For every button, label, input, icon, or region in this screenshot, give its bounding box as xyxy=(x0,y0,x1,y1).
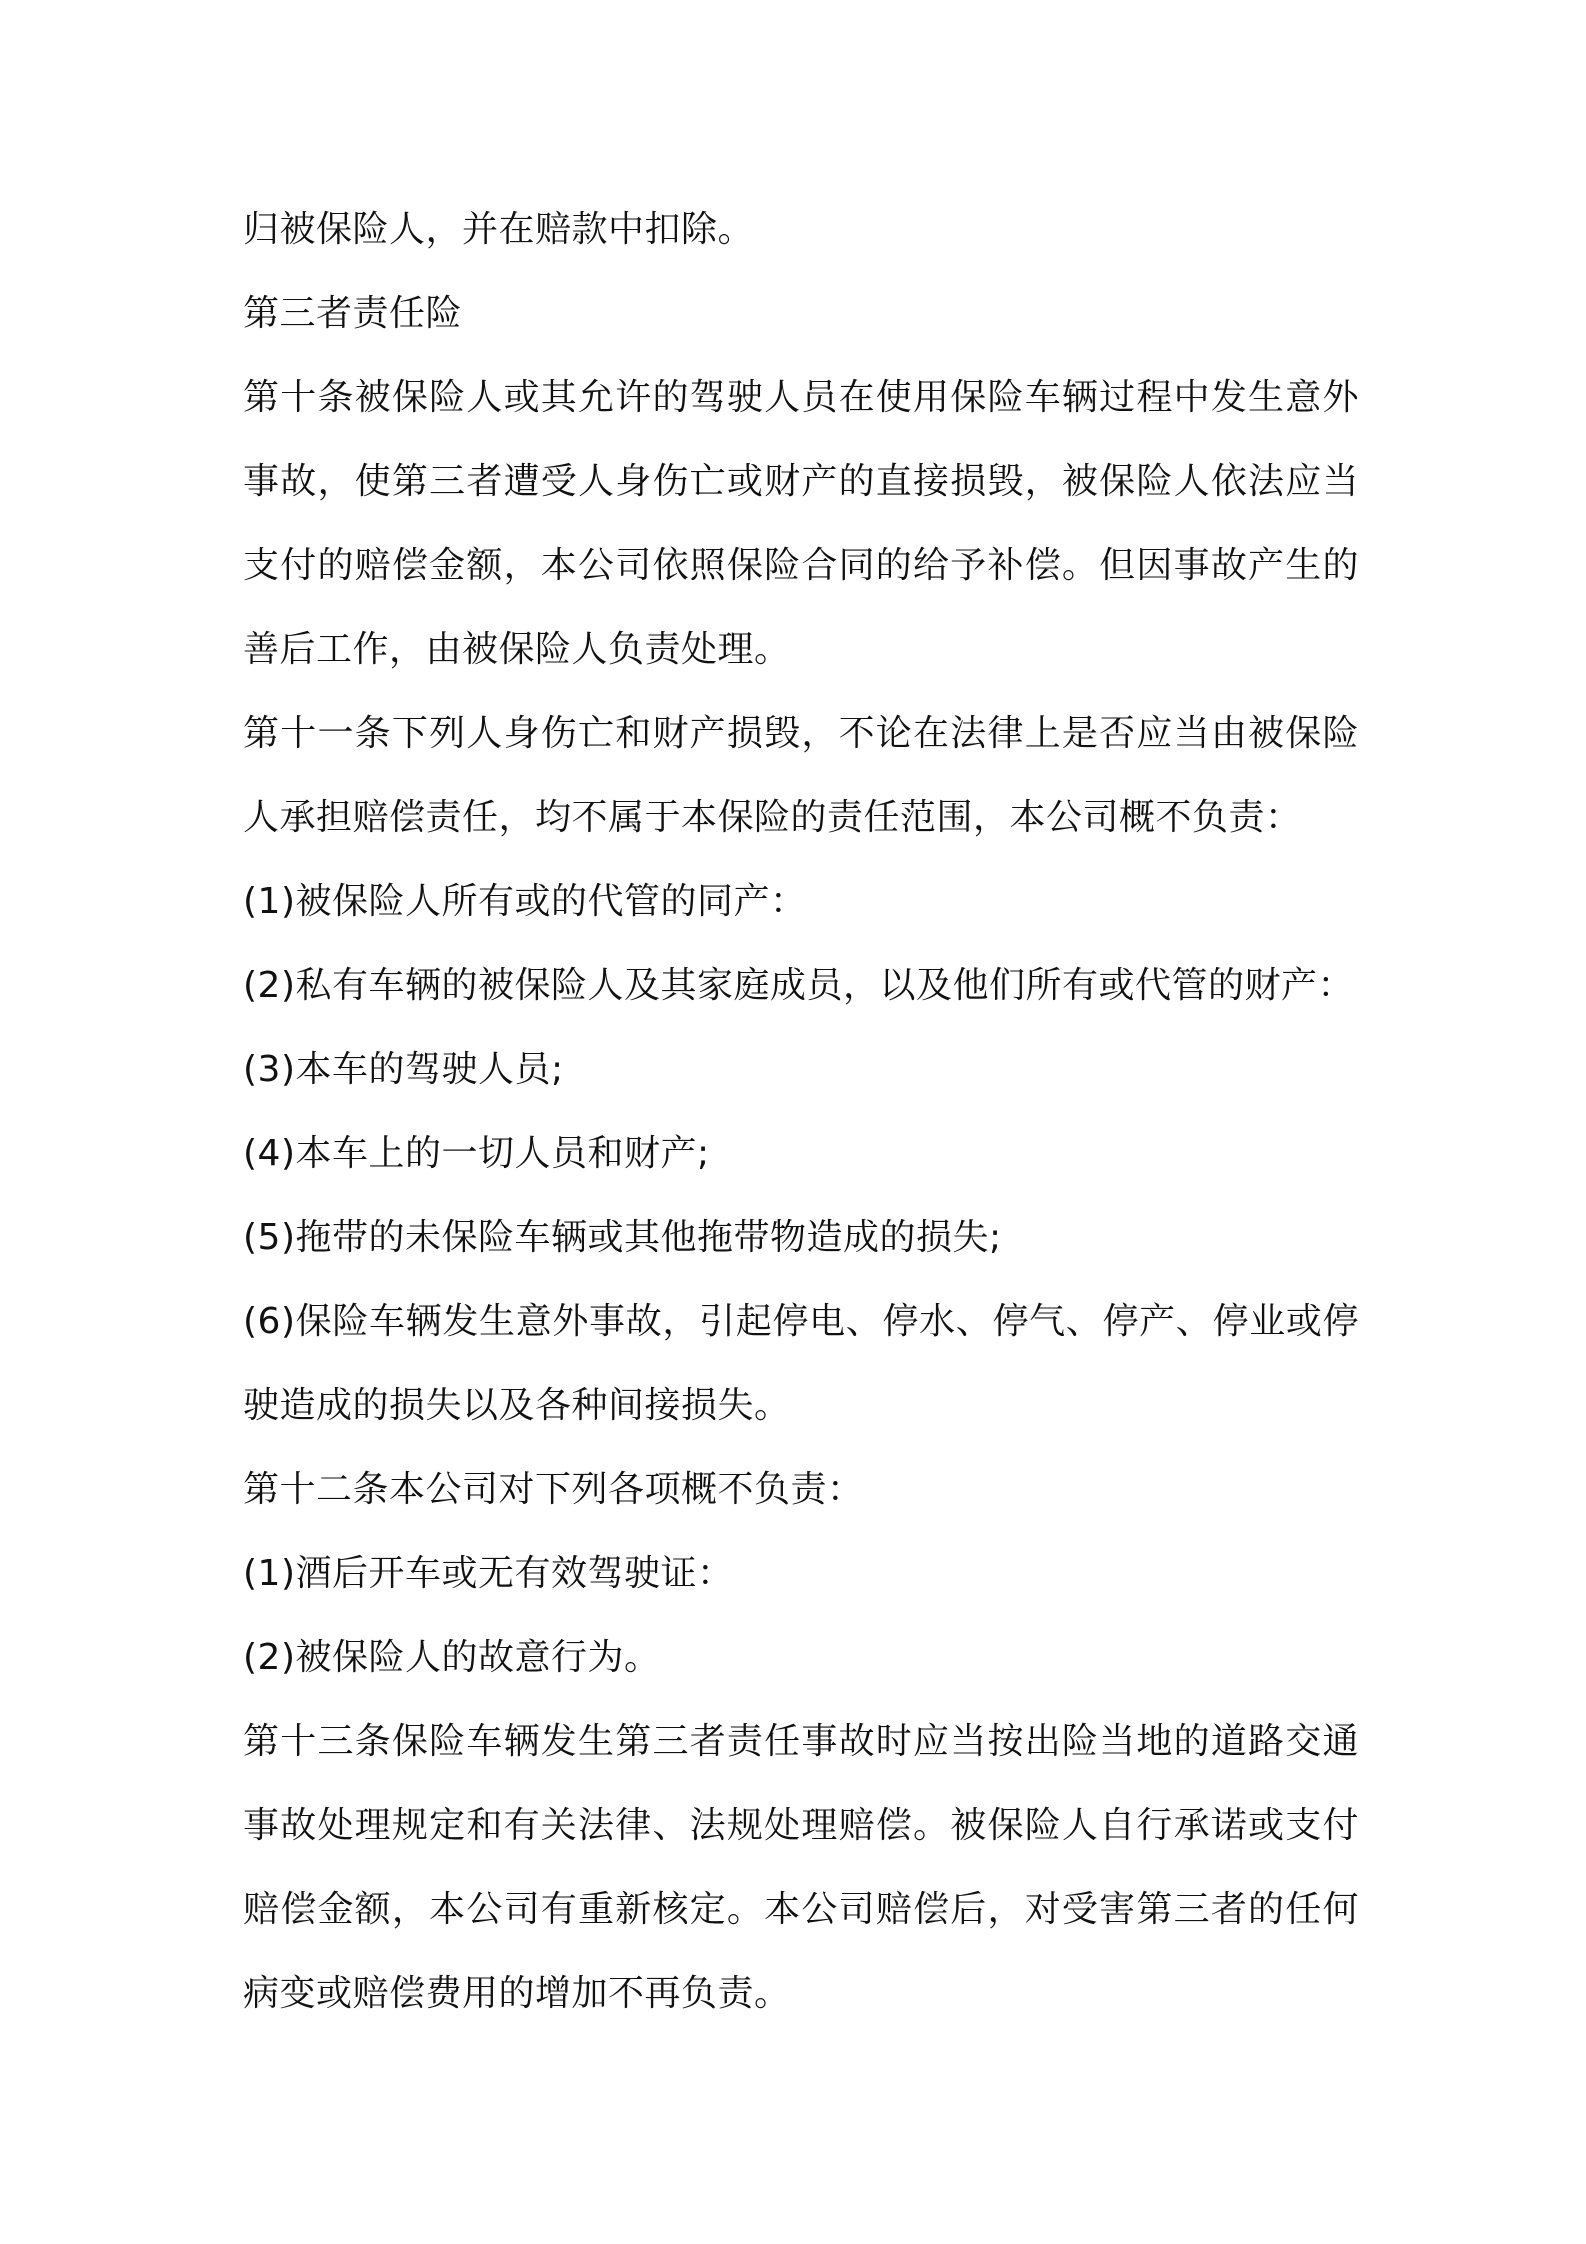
article-10: 第十条被保险人或其允许的驾驶人员在使用保险车辆过程中发生意外事故，使第三者遭受人身伤亡或财产的直接损毁，被保险人依法应当支付的赔偿金额，本公司依照保险合同的给予补偿。但因事故产生的善后工作，由被保险人负责处理。 xyxy=(243,377,1359,670)
article-11: 第十一条下列人身伤亡和财产损毁，不论在法律上是否应当由被保险人承担赔偿责任，均不属于本保险的责任范围，本公司概不负责： xyxy=(243,713,1359,838)
document-body xyxy=(243,188,1359,2036)
article-13: 第十三条保险车辆发生第三者责任事故时应当按出险当地的道路交通事故处理规定和有关法律、法规处理赔偿。被保险人自行承诺或支付赔偿金额，本公司有重新核定。本公司赔偿后，对受害第三者的任何病变或赔偿费用的增加不再负责。 xyxy=(243,1721,1359,2014)
article-12-item-1: (1)酒后开车或无有效驾驶证： xyxy=(243,1553,734,1594)
article-12: 第十二条本公司对下列各项概不负责： xyxy=(243,1469,864,1510)
section-heading-third-party-liability: 第三者责任险 xyxy=(243,293,463,334)
article-11-item-2: (2)私有车辆的被保险人及其家庭成员，以及他们所有或代管的财产： xyxy=(243,965,1354,1006)
article-11-item-3: (3)本车的驾驶人员; xyxy=(243,1049,564,1090)
article-11-item-1: (1)被保险人所有或的代管的同产： xyxy=(243,881,807,922)
article-11-item-5: (5)拖带的未保险车辆或其他拖带物造成的损失; xyxy=(243,1217,1002,1258)
article-11-item-4: (4)本车上的一切人员和财产; xyxy=(243,1133,710,1174)
paragraph-continuation: 归被保险人，并在赔款中扣除。 xyxy=(243,209,755,250)
article-11-item-6: (6)保险车辆发生意外事故，引起停电、停水、停气、停产、停业或停驶造成的损失以及各种间接损失。 xyxy=(243,1301,1359,1426)
article-12-item-2: (2)被保险人的故意行为。 xyxy=(243,1637,661,1678)
